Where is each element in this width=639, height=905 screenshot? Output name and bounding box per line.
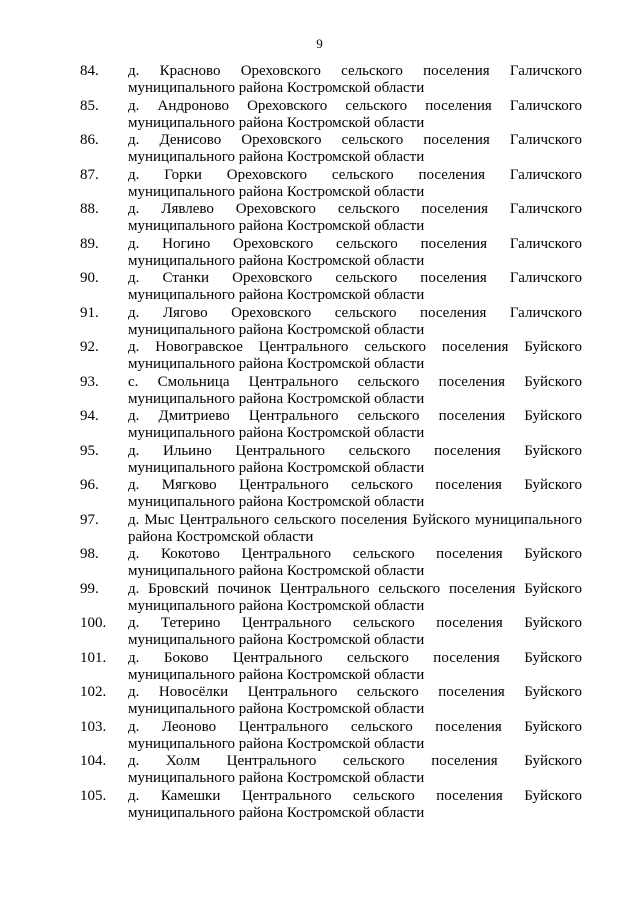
list-item [80,98,582,133]
list-item-line2: муниципального района Костромской области [128,666,425,683]
list-item [80,270,582,305]
list-item-text [128,63,582,98]
list-item-line1: д. Ногино Ореховского сельского поселения Галичского [128,235,582,252]
list-item-line2: муниципального района Костромской области [128,390,425,407]
list-item-line1: д. Холм Центрального сельского поселения Буйского [128,753,582,769]
list-item-line2: муниципального района Костромской области [128,114,425,131]
list-item-line1: д. Лявлево Ореховского сельского поселения Галичского [128,201,582,217]
list-item-line2: муниципального района Костромской области [128,494,425,510]
list-item-text [128,477,582,512]
list-item-text [128,650,582,685]
list-item-number: 93. [80,373,99,390]
list-item-number: 105. [80,787,107,804]
list-item-text [128,339,582,374]
list-item [80,650,582,685]
list-item-text [128,788,582,823]
list-item-line1: д. Лягово Ореховского сельского поселения Галичского [128,304,582,321]
list-item [80,477,582,512]
list-item-line2: муниципального района Костромской области [128,597,425,614]
list-item-line1: д. Боково Центрального сельского поселения Буйского [128,649,582,666]
list-item-text [128,236,582,271]
list-item-line1: д. Дмитриево Центрального сельского поселения Буйского [128,408,582,424]
list-item-line2: муниципального района Костромской области [128,735,425,752]
list-item [80,443,582,478]
list-item-text [128,167,582,202]
list-item [80,788,582,823]
list-item-line1: д. Андроново Ореховского сельского поселения Галичского [128,97,582,114]
list-item [80,201,582,236]
list-item-text [128,98,582,133]
list-item-number: 90. [80,270,99,286]
list-item-line2: муниципального района Костромской области [128,252,425,269]
settlement-list [80,63,582,822]
list-item-number: 84. [80,63,99,79]
list-item-number: 98. [80,546,99,562]
list-item-line1: д. Красново Ореховского сельского поселения Галичского [128,63,582,79]
list-item [80,546,582,581]
list-item [80,132,582,167]
list-item-line1: с. Смольница Центрального сельского поселения Буйского [128,373,582,390]
list-item-line2: муниципального района Костромской области [128,149,425,165]
list-item-line2: муниципального района Костромской области [128,459,425,476]
list-item-number: 102. [80,684,107,700]
list-item [80,684,582,719]
list-item-number: 92. [80,339,99,355]
list-item [80,581,582,616]
list-item-number: 86. [80,132,99,148]
list-item-line2: муниципального района Костромской области [128,804,425,821]
list-item-text [128,132,582,167]
list-item-line2: муниципального района Костромской области [128,356,425,372]
list-item-line1: д. Леоново Центрального сельского поселения Буйского [128,718,582,735]
list-item [80,719,582,754]
list-item [80,339,582,374]
list-item-text [128,201,582,236]
list-item-line1: д. Тетерино Центрального сельского поселения Буйского [128,615,582,631]
list-item-line1: д. Станки Ореховского сельского поселения Галичского [128,270,582,286]
list-item-line1: д. Ильино Центрального сельского поселения Буйского [128,442,582,459]
list-item-text [128,753,582,788]
list-item-number: 87. [80,166,99,183]
list-item-number: 101. [80,649,107,666]
list-item-line2: района Костромской области [128,528,314,545]
list-item-line2: муниципального района Костромской области [128,425,425,441]
list-item-number: 96. [80,477,99,493]
list-item [80,512,582,547]
list-item [80,305,582,340]
list-item-line2: муниципального района Костромской области [128,321,425,338]
list-item-number: 97. [80,511,99,528]
list-item-number: 104. [80,753,107,769]
list-item-text [128,581,582,616]
list-item [80,374,582,409]
list-item-text [128,443,582,478]
list-item-number: 100. [80,615,107,631]
list-item-line1: д. Новогравское Центрального сельского поселения Буйского [128,339,582,355]
list-item-text [128,546,582,581]
list-item-line1: д. Мягково Центрального сельского поселения Буйского [128,477,582,493]
list-item [80,236,582,271]
list-item-line2: муниципального района Костромской области [128,632,425,648]
list-item-text [128,270,582,305]
list-item-text [128,615,582,650]
list-item [80,167,582,202]
list-item-text [128,719,582,754]
list-item-number: 85. [80,97,99,114]
list-item-line2: муниципального района Костромской области [128,563,425,579]
list-item-number: 91. [80,304,99,321]
list-item-line1: д. Кокотово Центрального сельского поселения Буйского [128,546,582,562]
list-item-text [128,684,582,719]
list-item-number: 103. [80,718,107,735]
list-item-line1: д. Мыс Центрального сельского поселения Буйского муниципального [128,511,582,528]
list-item-line2: муниципального района Костромской области [128,770,425,786]
list-item-line1: д. Бровский починок Центрального сельского поселения Буйского [128,580,582,597]
list-item-line2: муниципального района Костромской области [128,218,425,234]
list-item-number: 88. [80,201,99,217]
list-item-line1: д. Новосёлки Центрального сельского поселения Буйского [128,684,582,700]
list-item-text [128,408,582,443]
list-item [80,408,582,443]
list-item-line2: муниципального района Костромской области [128,287,425,303]
list-item-number: 89. [80,235,99,252]
list-item [80,615,582,650]
list-item-line1: д. Камешки Центрального сельского поселения Буйского [128,787,582,804]
list-item-text [128,512,582,547]
list-item [80,753,582,788]
list-item-line2: муниципального района Костромской области [128,183,425,200]
list-item-number: 94. [80,408,99,424]
list-item-number: 99. [80,580,99,597]
list-item [80,63,582,98]
list-item-line2: муниципального района Костромской области [128,80,425,96]
page-number: 9 [316,36,323,51]
list-item-text [128,374,582,409]
list-item-number: 95. [80,442,99,459]
list-item-line1: д. Горки Ореховского сельского поселения Галичского [128,166,582,183]
list-item-line1: д. Денисово Ореховского сельского поселения Галичского [128,132,582,148]
list-item-line2: муниципального района Костромской области [128,701,425,717]
list-item-text [128,305,582,340]
